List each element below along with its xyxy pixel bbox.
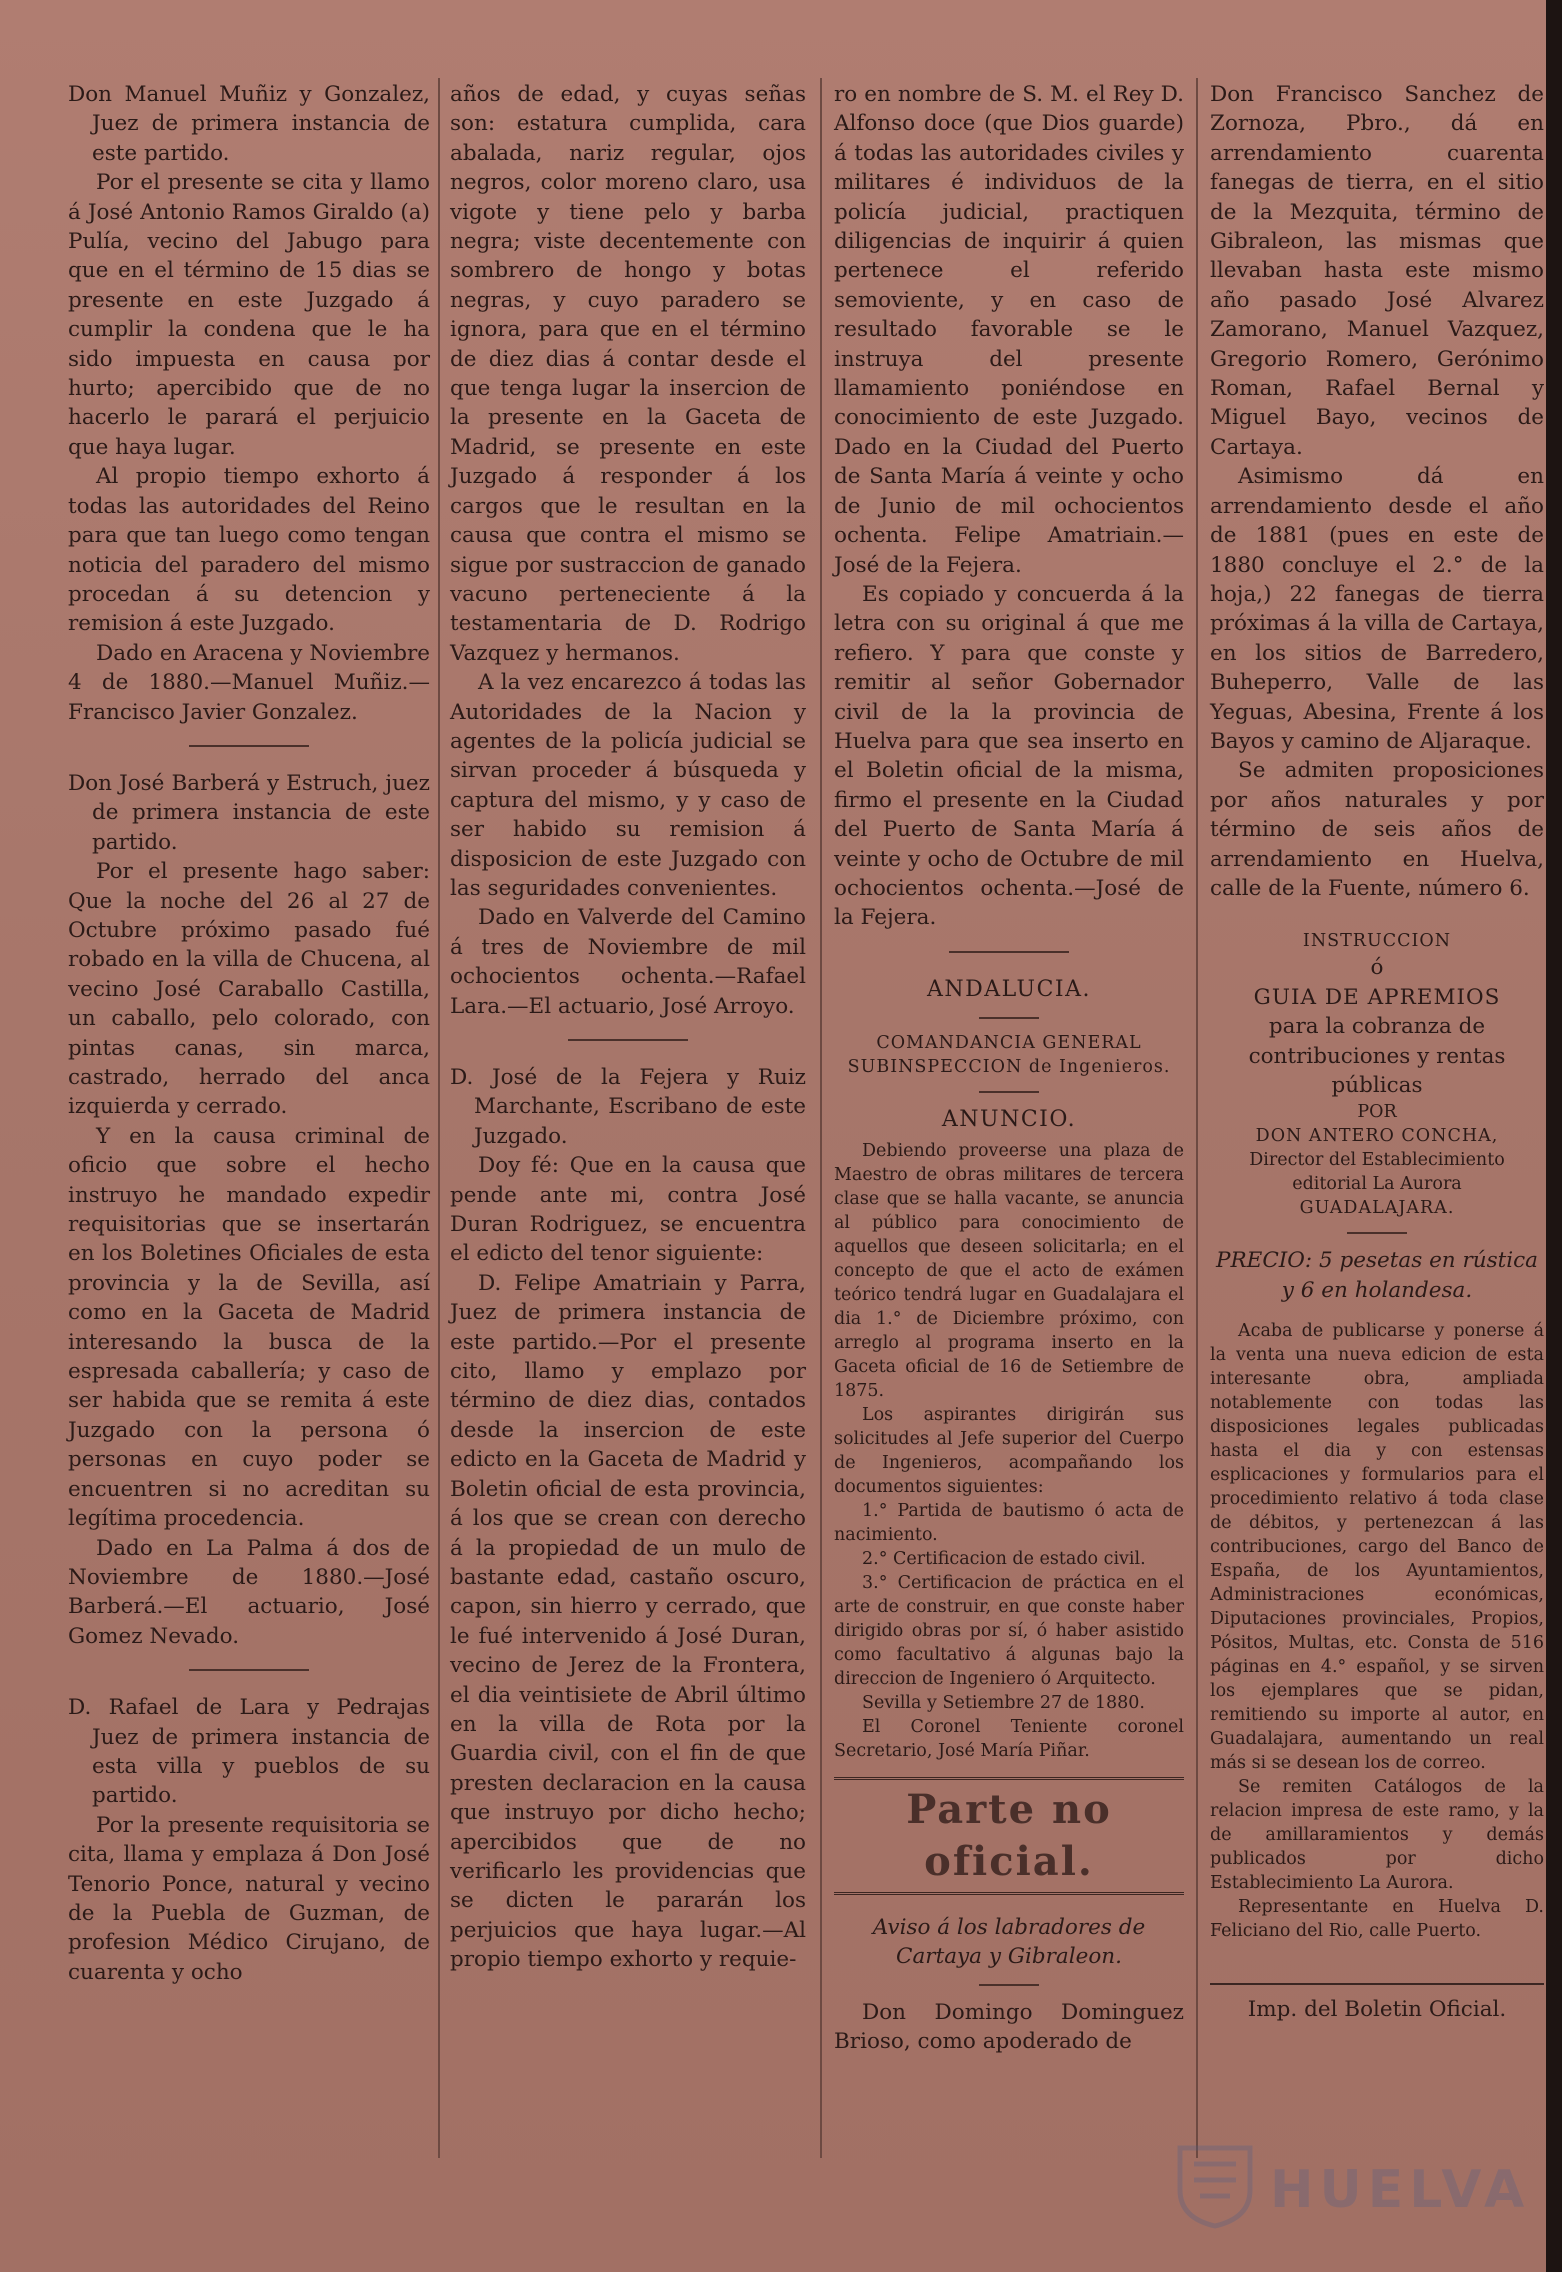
book-title: GUIA DE APREMIOS (1253, 984, 1501, 1010)
separator (189, 745, 309, 747)
paragraph: ro en nombre de S. M. el Rey D. Alfonso doce (que Dios guarde) á todas las autoridades civiles y militares é individuos de la policía judicial, practiquen diligencias de inquirir á quien pertenece el referido semoviente, y en caso de resultado favorable se le instruya del presente llamamiento poniéndose en conocimiento de este Juzgado. Dado en la Ciudad del Puerto de Santa María á veinte y ocho de Junio de mil ochocientos ochenta. Felipe Amatriain.—José de la Fejera. (834, 82, 1184, 578)
paragraph: Se admiten proposiciones por años naturales y por término de seis años de arrendamiento en Huelva, calle de la Fuente, número 6. (1210, 758, 1544, 901)
page-edge (1546, 0, 1562, 2272)
column-4 (1210, 80, 1544, 2025)
aviso-heading: Aviso á los labradores de Cartaya y Gibraleon. (872, 1914, 1146, 1970)
paragraph: Por el presente se cita y llamo á José Antonio Ramos Giraldo (a) Pulía, vecino del Jabugo para que en el término de 15 dias se presente en este Juzgado á cumplir la condena que le ha sido impuesta en causa por hurto; apercibido que de no hacerlo le parará el perjuicio que haya lugar. (68, 170, 430, 460)
paragraph: Doy fé: Que en la causa que pende ante mi, contra José Duran Rodriguez, se encuentra el edicto del tenor siguiente: (450, 1153, 806, 1267)
paragraph: Los aspirantes dirigirán sus solicitudes al Jefe superior del Cuerpo de Ingenieros, acompañando los documentos siguientes: (834, 1404, 1184, 1497)
paragraph: Al propio tiempo exhorto á todas las autoridades del Reino para que tan luego como tengan noticia del paradero del mismo procedan á su detencion y remision á este Juzgado. (68, 464, 430, 637)
edict-heading: D. Rafael de Lara y Pedrajas Juez de primera instancia de esta villa y pueblos de su partido. (68, 1695, 430, 1809)
subheading: COMANDANCIA GENERAL SUBINSPECCION de Ingenieros. (847, 1032, 1171, 1077)
date-line: Sevilla y Setiembre 27 de 1880. (862, 1692, 1145, 1713)
imprint: Imp. del Boletin Oficial. (1247, 1997, 1507, 2023)
book-city: GUADALAJARA. (1299, 1198, 1455, 1219)
watermark-text: HUELVA (1270, 2160, 1531, 2220)
paragraph: Asimismo dá en arrendamiento desde el año de 1881 (pues en este de 1880 concluye el 2.° de la hoja,) 22 fanegas de tierra próximas á la villa de Cartaya, en los sitios de Barredero, Buheperro, Valle de las Yeguas, Abesina, Frente á los Bayos y camino de Aljaraque. (1210, 464, 1544, 754)
book-heading: INSTRUCCION (1302, 931, 1452, 952)
paragraph: Don Francisco Sanchez de Zornoza, Pbro., dá en arrendamiento cuarenta fanegas de tierra, en el sitio de la Mezquita, término de Gibraleon, las mismas que llevaban hasta este mismo año pasado José Alvarez Zamorano, Manuel Vazquez, Gregorio Romero, Gerónimo Roman, Rafael Bernal y Miguel Bayo, vecinos de Cartaya. (1210, 82, 1544, 460)
column-1 (68, 80, 430, 1987)
separator (1347, 1232, 1407, 1234)
column-rule (438, 78, 440, 2158)
list-item: 3.° Certificacion de práctica en el arte de construir, en que conste haber dirigido obras por sí, ó haber asistido como facultativo á algunas bajo la direccion de Ingeniero ó Arquitecto. (834, 1572, 1184, 1689)
book-publisher: Director del Establecimiento editorial La Aurora (1249, 1150, 1505, 1195)
paragraph: Debiendo proveerse una plaza de Maestro de obras militares de tercera clase que se halla vacante, se anuncia al público para conocimiento de aquellos que deseen solicitarla; en el concepto de que el acto de exámen teórico tendrá lugar en Guadalajara el dia 1.° de Diciembre próximo, con arreglo al programa inserto en la Gaceta oficial de 16 de Setiembre de 1875. (834, 1140, 1184, 1401)
separator (979, 1017, 1039, 1019)
paragraph: Dado en Valverde del Camino á tres de Noviembre de mil ochocientos ochenta.—Rafael Lara.—El actuario, José Arroyo. (450, 905, 806, 1019)
paragraph: Por el presente hago saber: Que la noche del 26 al 27 de Octubre próximo pasado fué robado en la villa de Chucena, al vecino José Caraballo Castilla, un caballo, pelo colorado, con pintas canas, sin marca, castrado, herrado del anca izquierda y cerrado. (68, 859, 430, 1120)
price: PRECIO: 5 pesetas en rústica y 6 en holandesa. (1215, 1248, 1539, 1303)
shield-icon (1170, 2140, 1260, 2230)
column-2 (450, 80, 806, 1975)
separator (979, 1984, 1039, 1986)
paragraph: Don Domingo Dominguez Brioso, como apoderado de (834, 1999, 1184, 2054)
separator (568, 1039, 688, 1041)
notice-title: ANUNCIO. (941, 1106, 1077, 1132)
book-subtitle: para la cobranza de contribuciones y rentas públicas (1248, 1014, 1506, 1098)
book-by: POR (1357, 1102, 1397, 1123)
section-heading: ANDALUCIA. (926, 976, 1091, 1002)
column-3 (834, 80, 1184, 2056)
column-rule (1196, 78, 1198, 2158)
book-author: DON ANTERO CONCHA, (1255, 1126, 1499, 1147)
paragraph: Se remiten Catálogos de la relacion impresa de este ramo, y la de amillaramientos y demás publicados por dicho Establecimiento La Aurora. (1210, 1777, 1544, 1894)
book-heading: ó (1370, 955, 1384, 981)
list-item: 1.° Partida de bautismo ó acta de nacimiento. (834, 1500, 1184, 1545)
signature: El Coronel Teniente coronel Secretario, José María Piñar. (834, 1716, 1184, 1761)
separator (1210, 1983, 1544, 1985)
paragraph: Dado en La Palma á dos de Noviembre de 1880.—José Barberá.—El actuario, José Gomez Nevado. (68, 1535, 430, 1649)
paragraph: A la vez encarezco á todas las Autoridades de la Nacion y agentes de la policía judicial se sirvan proceder á búsqueda y captura del mismo, y y caso de ser habido su remision á disposicion de este Juzgado con las seguridades convenientes. (450, 670, 806, 901)
separator (979, 1091, 1039, 1093)
unofficial-section-title: Parte no oficial. (834, 1777, 1184, 1895)
separator (949, 951, 1069, 953)
paragraph: Y en la causa criminal de oficio que sobre el hecho instruyo he mandado expedir requisitorias que se insertarán en los Boletines Oficiales de esta provincia y la de Sevilla, así como en la Gaceta de Madrid interesando la busca de la espresada caballería; y caso de ser habida que se remita á este Juzgado con la persona ó personas en cuyo poder se encuentren si no acreditan su legítima procedencia. (68, 1123, 430, 1532)
edict-heading: Don Manuel Muñiz y Gonzalez, Juez de primera instancia de este partido. (68, 82, 430, 166)
paragraph: Dado en Aracena y Noviembre 4 de 1880.—Manuel Muñiz.—Francisco Javier Gonzalez. (68, 640, 430, 725)
list-item: 2.° Certificacion de estado civil. (862, 1548, 1146, 1569)
separator (189, 1669, 309, 1671)
edict-heading: D. José de la Fejera y Ruiz Marchante, Escribano de este Juzgado. (450, 1065, 806, 1149)
paragraph: Es copiado y concuerda á la letra con su original á que me refiero. Y para que conste y remitir al señor Gobernador civil de la la provincia de Huelva para que sea inserto en el Boletin oficial de la misma, firmo el presente en la Ciudad del Puerto de Santa María á veinte y ocho de Octubre de mil ochocientos ochenta.—José de la Fejera. (834, 581, 1184, 931)
column-rule (820, 78, 822, 2158)
archive-watermark-logo (1170, 2140, 1530, 2230)
paragraph: D. Felipe Amatriain y Parra, Juez de primera instancia de este partido.—Por el presente cito, llamo y emplazo por término de diez dias, contados desde la insercion de este edicto en la Gaceta de Madrid y Boletin oficial de esta provincia, á los que se crean con derecho á la propiedad de un mulo de bastante edad, castaño oscuro, capon, sin hierro y cerrado, que le fué intervenido á José Duran, vecino de Jerez de la Frontera, el dia veintisiete de Abril último en la villa de Rota por la Guardia civil, con el fin de que presten declaracion en la causa que instruyo por dicho hecho; apercibidos que de no verificarlo les providencias que se dicten le pararán los perjuicios que haya lugar.—Al propio tiempo exhorto y requie- (450, 1270, 806, 1973)
paragraph: años de edad, y cuyas señas son: estatura cumplida, cara abalada, nariz regular, ojos negros, color moreno claro, usa vigote y tiene pelo y barba negra; viste decentemente con sombrero de hongo y botas negras, y cuyo paradero se ignora, para que en el término de diez dias á contar desde el que tenga lugar la insercion de la presente en la Gaceta de Madrid, se presente en este Juzgado á responder á los cargos que le resultan en la causa que contra el mismo se sigue por sustraccion de ganado vacuno perteneciente á la testamentaria de D. Rodrigo Vazquez y hermanos. (450, 82, 806, 666)
paragraph: Representante en Huelva D. Feliciano del Rio, calle Puerto. (1210, 1897, 1544, 1942)
paragraph: Acaba de publicarse y ponerse á la venta una nueva edicion de esta interesante obra, ampliada notablemente con todas las disposiciones legales publicadas hasta el dia y con estensas esplicaciones y formularios para el procedimiento relativo á toda clase de débitos, y pertenezcan á las contribuciones, cargo del Banco de España, de los Ayuntamientos, Administraciones económicas, Diputaciones provinciales, Propios, Pósitos, Multas, etc. Consta de 516 páginas en 4.° español, y se sirven los ejemplares que se pidan, remitiendo su importe al autor, en Guadalajara, aumentando un real más si se desean los de correo. (1210, 1321, 1544, 1774)
paragraph: Por la presente requisitoria se cita, llama y emplaza á Don José Tenorio Ponce, natural y vecino de la Puebla de Guzman, de profesion Médico Cirujano, de cuarenta y ocho (68, 1812, 430, 1985)
edict-heading: Don José Barberá y Estruch, juez de primera instancia de este partido. (68, 770, 430, 855)
